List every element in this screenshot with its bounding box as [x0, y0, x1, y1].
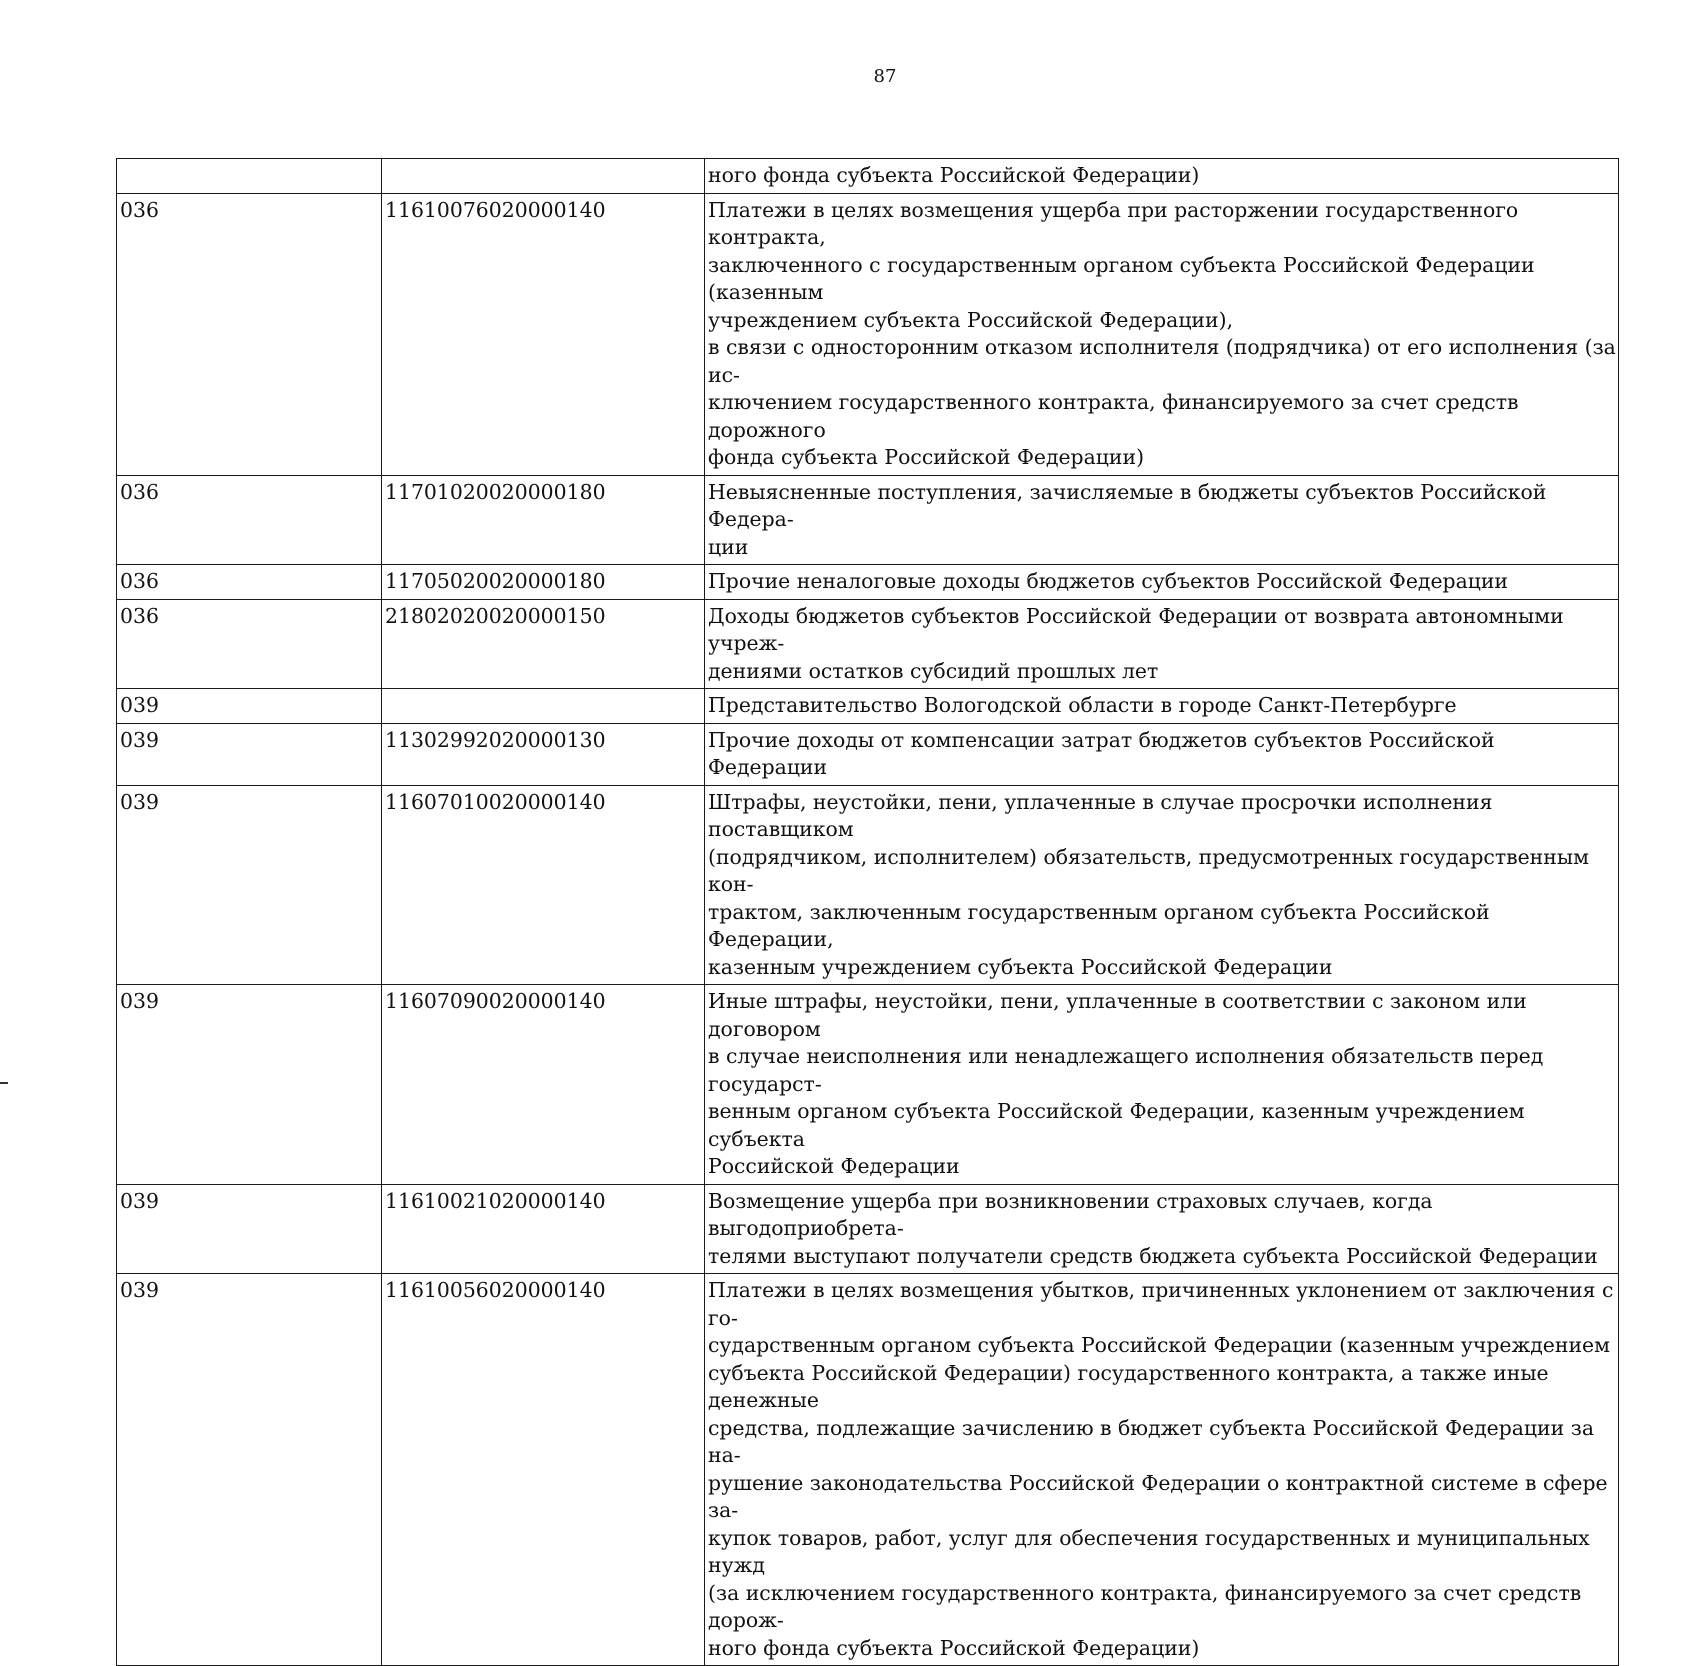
description-cell: Представительство Вологодской области в городе Санкт-Петербурге	[705, 689, 1619, 724]
admin-code-cell: 036	[117, 565, 382, 600]
description-cell: Штрафы, неустойки, пени, уплаченные в случае просрочки исполнения поставщиком (подрядчиком, исполнителем) обязательств, предусмотренных государственным кон- трактом, заключенным государственным органом субъекта Российской Федерации, казенным учреждением субъекта Российской Федерации	[705, 785, 1619, 985]
admin-code-cell: 039	[117, 785, 382, 985]
admin-code-cell: 039	[117, 985, 382, 1185]
table-row	[117, 475, 1619, 565]
table-row	[117, 599, 1619, 689]
description-cell: Платежи в целях возмещения убытков, причиненных уклонением от заключения с го- сударственным органом субъекта Российской Федерации (казенным учреждением субъекта Российской Федерации) государственного контракта, а также иные денежные средства, подлежащие зачислению в бюджет субъекта Российской Федерации за на- рушение законодательства Российской Федерации о контрактной системе в сфере за- купок товаров, работ, услуг для обеспечения государственных и муниципальных нужд (за исключением государственного контракта, финансируемого за счет средств дорож- ного фонда субъекта Российской Федерации)	[705, 1274, 1619, 1666]
kbk-code-cell	[382, 159, 705, 194]
revenue-codes-table	[116, 158, 1619, 1666]
admin-code-cell	[117, 159, 382, 194]
table-row	[117, 785, 1619, 985]
kbk-code-cell: 11701020020000180	[382, 475, 705, 565]
table-row	[117, 1274, 1619, 1666]
table-row	[117, 689, 1619, 724]
table-row	[117, 193, 1619, 475]
table-row	[117, 723, 1619, 785]
kbk-code-cell: 11607010020000140	[382, 785, 705, 985]
kbk-code-cell: 21802020020000150	[382, 599, 705, 689]
description-cell: ного фонда субъекта Российской Федерации)	[705, 159, 1619, 194]
description-cell: Доходы бюджетов субъектов Российской Федерации от возврата автономными учреж- дениями остатков субсидий прошлых лет	[705, 599, 1619, 689]
table-row	[117, 985, 1619, 1185]
admin-code-cell: 039	[117, 1274, 382, 1666]
kbk-code-cell: 11607090020000140	[382, 985, 705, 1185]
kbk-code-cell: 11610021020000140	[382, 1184, 705, 1274]
admin-code-cell: 039	[117, 689, 382, 724]
scan-margin-mark	[0, 1082, 8, 1084]
kbk-code-cell: 11302992020000130	[382, 723, 705, 785]
description-cell: Возмещение ущерба при возникновении страховых случаев, когда выгодоприобрета- телями выступают получатели средств бюджета субъекта Российской Федерации	[705, 1184, 1619, 1274]
table-row	[117, 1184, 1619, 1274]
table-row	[117, 565, 1619, 600]
description-cell: Прочие доходы от компенсации затрат бюджетов субъектов Российской Федерации	[705, 723, 1619, 785]
description-cell: Иные штрафы, неустойки, пени, уплаченные в соответствии с законом или договором в случае неисполнения или ненадлежащего исполнения обязательств перед государст- венным органом субъекта Российской Федерации, казенным учреждением субъекта Российской Федерации	[705, 985, 1619, 1185]
page-number: 87	[873, 66, 897, 87]
table-row	[117, 159, 1619, 194]
description-cell: Прочие неналоговые доходы бюджетов субъектов Российской Федерации	[705, 565, 1619, 600]
kbk-code-cell: 11705020020000180	[382, 565, 705, 600]
admin-code-cell: 036	[117, 193, 382, 475]
description-cell: Платежи в целях возмещения ущерба при расторжении государственного контракта, заключенного с государственным органом субъекта Российской Федерации (казенным учреждением субъекта Российской Федерации), в связи с односторонним отказом исполнителя (подрядчика) от его исполнения (за ис- ключением государственного контракта, финансируемого за счет средств дорожного фонда субъекта Российской Федерации)	[705, 193, 1619, 475]
kbk-code-cell	[382, 689, 705, 724]
admin-code-cell: 036	[117, 599, 382, 689]
kbk-code-cell: 11610056020000140	[382, 1274, 705, 1666]
kbk-code-cell: 11610076020000140	[382, 193, 705, 475]
admin-code-cell: 036	[117, 475, 382, 565]
admin-code-cell: 039	[117, 723, 382, 785]
description-cell: Невыясненные поступления, зачисляемые в бюджеты субъектов Российской Федера- ции	[705, 475, 1619, 565]
admin-code-cell: 039	[117, 1184, 382, 1274]
